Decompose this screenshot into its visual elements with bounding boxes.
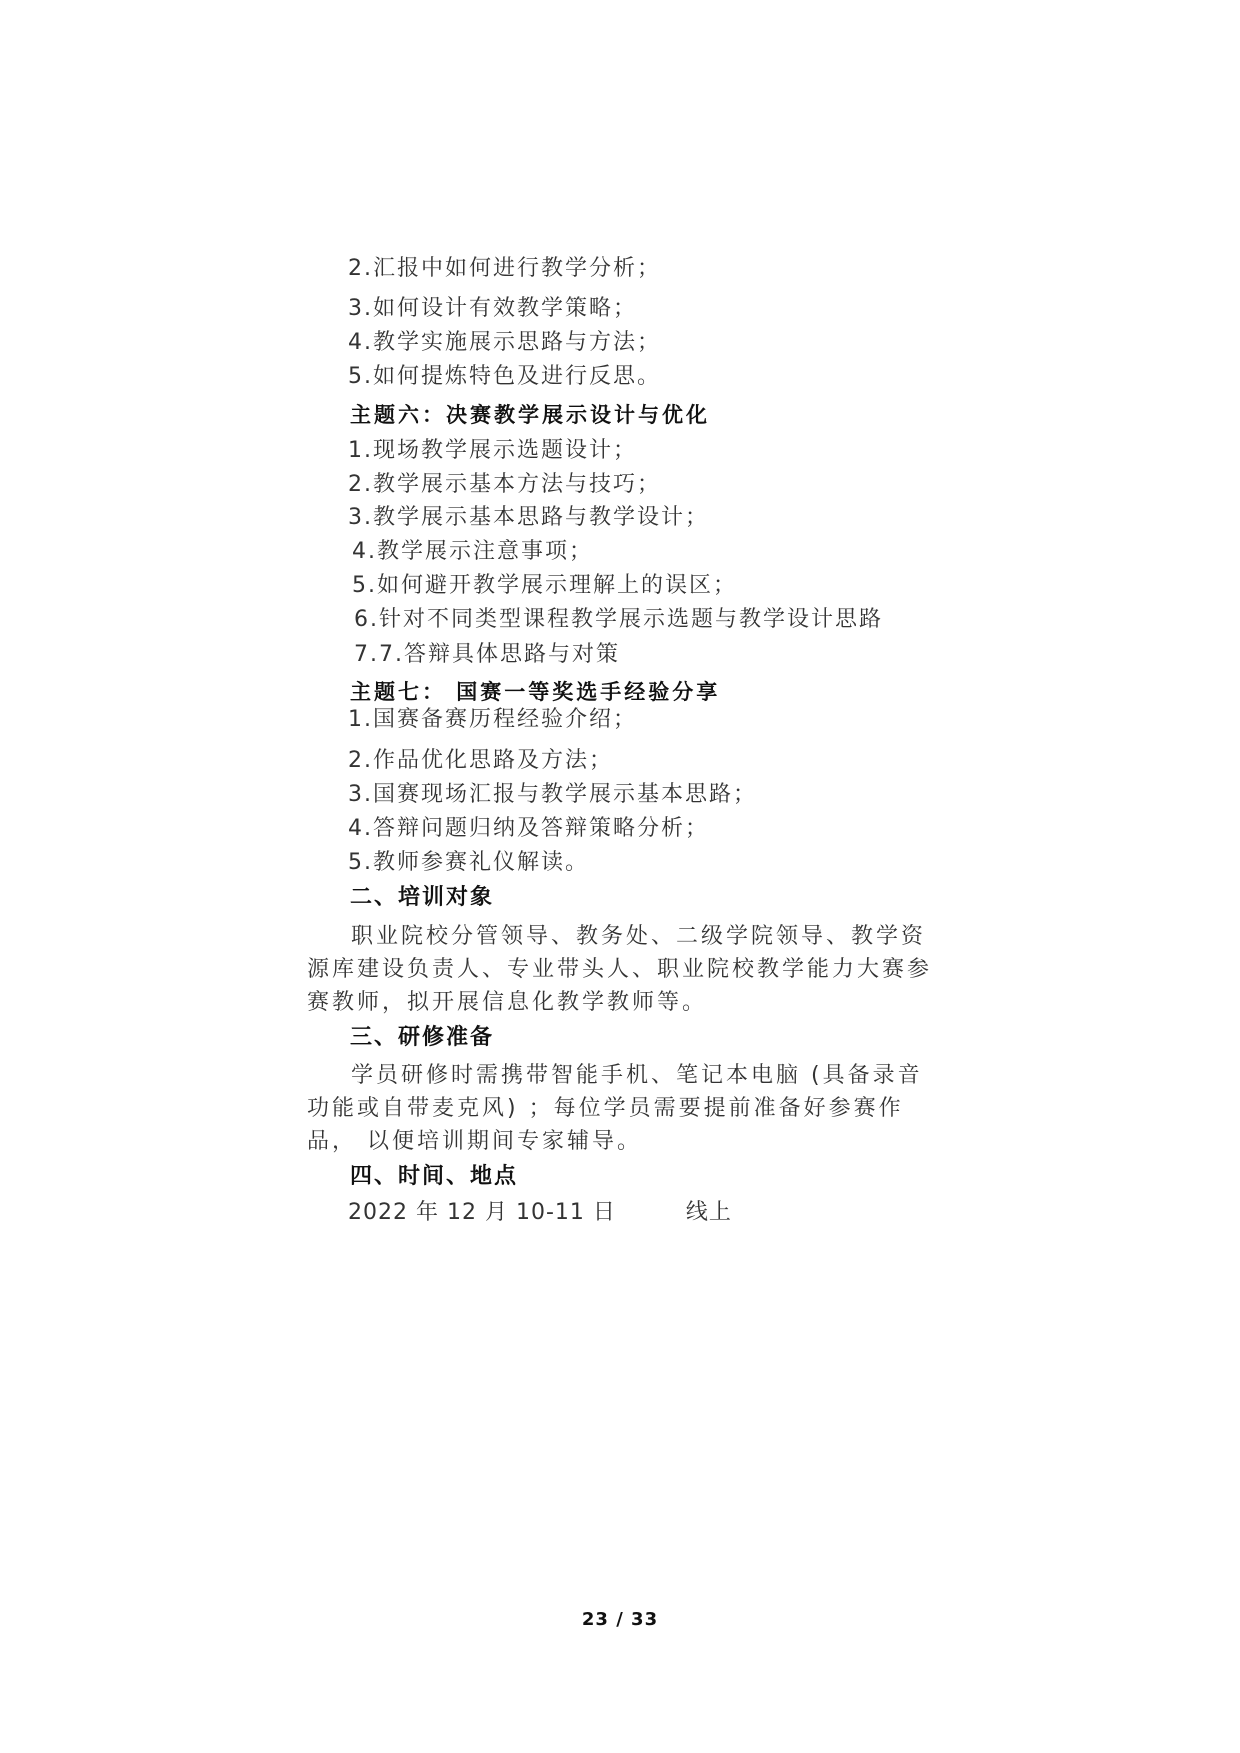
time-place-line: [348, 1198, 732, 1228]
section-heading-training-target: 二、培训对象: [350, 885, 495, 910]
list-item: 3.教学展示基本思路与教学设计；: [348, 505, 709, 530]
list-item: 2.汇报中如何进行教学分析；: [348, 256, 661, 281]
list-item: 4.教学实施展示思路与方法；: [348, 330, 661, 355]
list-item: 6.针对不同类型课程教学展示选题与教学设计思路: [354, 607, 883, 632]
page-number: 23 / 33: [581, 1609, 659, 1630]
list-item: 1.现场教学展示选题设计；: [348, 438, 637, 463]
list-item: 4.教学展示注意事项；: [352, 539, 593, 564]
list-item: 1.国赛备赛历程经验介绍；: [348, 707, 637, 732]
list-item: 2.教学展示基本方法与技巧；: [348, 472, 661, 497]
topic-six-heading: 主题六：决赛教学展示设计与优化: [350, 403, 710, 427]
section-heading-time-place: 四、时间、地点: [350, 1164, 519, 1189]
list-item: 5.如何提炼特色及进行反思。: [348, 364, 661, 389]
training-target-paragraph: 职业院校分管领导、教务处、二级学院领导、教学资源库建设负责人、专业带头人、职业院校教学能力大赛参赛教师，拟开展信息化教学教师等。: [307, 924, 933, 1015]
event-place: 线上: [685, 1200, 732, 1225]
list-item: 4.答辩问题归纳及答辩策略分析；: [348, 816, 709, 841]
event-date: 2022 年 12 月 10-11 日: [348, 1200, 616, 1225]
list-item: 5.如何避开教学展示理解上的误区；: [352, 573, 737, 598]
list-item: 7.7.答辩具体思路与对策: [354, 642, 620, 667]
list-item: 2.作品优化思路及方法；: [348, 748, 613, 773]
list-item: 3.国赛现场汇报与教学展示基本思路；: [348, 782, 757, 807]
section-heading-preparation: 三、研修准备: [350, 1025, 495, 1050]
preparation-paragraph: 学员研修时需携带智能手机、笔记本电脑 (具备录音功能或自带麦克风) ；每位学员需要提前准备好参赛作品， 以便培训期间专家辅导。: [307, 1063, 923, 1154]
topic-seven-heading: 主题七： 国赛一等奖选手经验分享: [350, 680, 721, 704]
list-item: 5.教师参赛礼仪解读。: [348, 850, 589, 875]
list-item: 3.如何设计有效教学策略；: [348, 296, 637, 321]
